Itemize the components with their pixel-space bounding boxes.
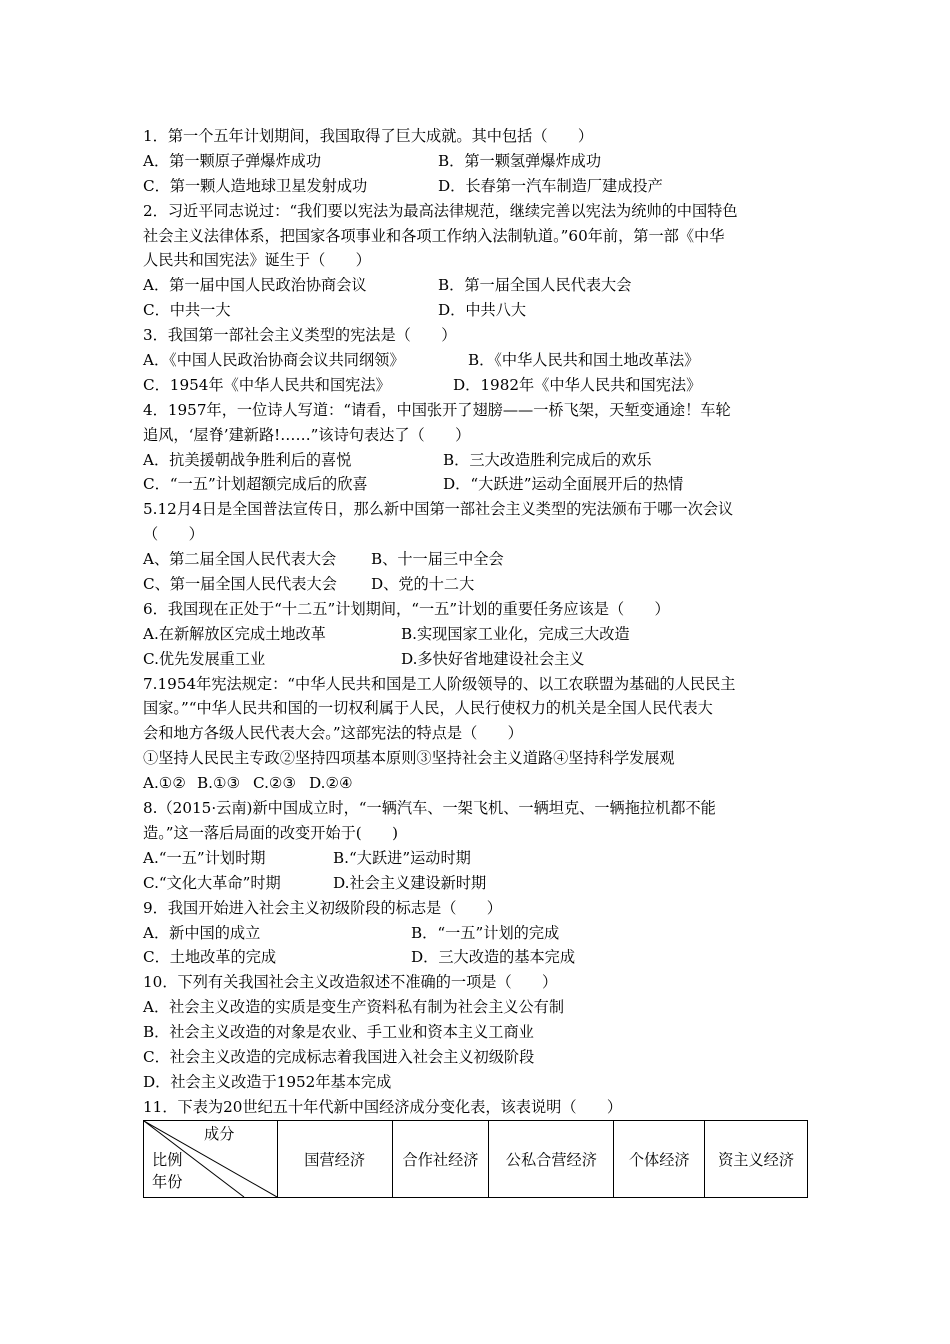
q2-stem-line1: 2．习近平同志说过：“我们要以宪法为最高法律规范，继续完善以宪法为统帅的中国特色 [143, 201, 738, 220]
q5-option-d: D、党的十二大 [371, 575, 475, 594]
q2-option-a: A．第一届中国人民政治协商会议 [143, 276, 367, 295]
question-list [143, 124, 813, 1120]
q7-stem-line4: ①坚持人民民主专政②坚持四项基本原则③坚持社会主义道路④坚持科学发展观 [143, 749, 675, 768]
diag-label-component: 成分 [204, 1125, 235, 1143]
q2-stem-line2: 社会主义法律体系，把国家各项事业和各项工作纳入法制轨道。”60年前，第一部《中华 [143, 226, 725, 245]
q2-options-row2 [143, 298, 813, 323]
q9-options-row2 [143, 945, 813, 970]
q10-option-d: D．社会主义改造于1952年基本完成 [143, 1072, 392, 1091]
q3-options-row2 [143, 373, 813, 398]
q6-stem: 6．我国现在正处于“十二五”计划期间，“一五”计划的重要任务应该是（ ） [143, 599, 670, 618]
q1-option-a: A．第一颗原子弹爆炸成功 [143, 151, 322, 170]
q6-option-b: B.实现国家工业化，完成三大改造 [401, 624, 630, 643]
q6-options-row2 [143, 647, 813, 672]
q5-stem-line2: （ ） [143, 525, 204, 544]
header-cooperative-economy: 合作社经济 [392, 1121, 489, 1198]
q2-options-row1 [143, 273, 813, 298]
q7-stem-line3: 会和地方各级人民代表大会。”这部宪法的特点是（ ） [143, 724, 523, 743]
table-header-row [144, 1121, 808, 1198]
q10-stem: 10．下列有关我国社会主义改造叙述不准确的一项是（ ） [143, 973, 558, 992]
header-joint-economy: 公私合营经济 [489, 1121, 614, 1198]
q1-option-c: C．第一颗人造地球卫星发射成功 [143, 176, 368, 195]
q8-options-row2 [143, 871, 813, 896]
q3-options-row1 [143, 348, 813, 373]
q8-option-b: B.“大跃进”运动时期 [333, 848, 471, 867]
q9-option-a: A．新中国的成立 [143, 923, 261, 942]
header-individual-economy: 个体经济 [614, 1121, 705, 1198]
q9-option-c: C．土地改革的完成 [143, 948, 277, 967]
q5-options-row1 [143, 547, 813, 572]
header-capitalist-economy: 资主义经济 [705, 1121, 808, 1198]
q9-stem: 9．我国开始进入社会主义初级阶段的标志是（ ） [143, 898, 502, 917]
economy-table [143, 1120, 808, 1198]
q4-options-row2 [143, 472, 813, 497]
q2-option-d: D．中共八大 [438, 301, 527, 320]
q5-option-b: B、十一届三中全会 [371, 550, 504, 569]
q11-stem: 11．下表为20世纪五十年代新中国经济成分变化表，该表说明（ ） [143, 1097, 623, 1116]
header-state-economy: 国营经济 [277, 1121, 392, 1198]
q4-option-a: A．抗美援朝战争胜利后的喜悦 [143, 450, 352, 469]
q4-stem-line2: 追风，‘屋脊’建新路!……”该诗句表达了（ ） [143, 425, 471, 444]
q5-options-row2 [143, 572, 813, 597]
q5-option-c: C、第一届全国人民代表大会 [143, 575, 337, 594]
q3-stem: 3．我国第一部社会主义类型的宪法是（ ） [143, 326, 457, 345]
q3-option-c: C．1954年《中华人民共和国宪法》 [143, 375, 391, 394]
q4-option-b: B．三大改造胜利完成后的欢乐 [443, 450, 652, 469]
q7-options-row [143, 771, 813, 796]
q3-option-d: D．1982年《中华人民共和国宪法》 [453, 375, 702, 394]
q10-option-a: A．社会主义改造的实质是变生产资料私有制为社会主义公有制 [143, 998, 565, 1017]
q1-options-row1 [143, 149, 813, 174]
q3-option-b: B．《中华人民共和国土地改革法》 [468, 351, 700, 370]
q9-option-b: B．“一五”计划的完成 [411, 923, 560, 942]
q4-option-d: D．“大跃进”运动全面展开后的热情 [443, 475, 684, 494]
diagonal-header-cell [144, 1121, 278, 1198]
q10-option-b: B．社会主义改造的对象是农业、手工业和资本主义工商业 [143, 1023, 534, 1042]
q8-stem-line1: 8.（2015·云南)新中国成立时，“一辆汽车、一架飞机、一辆坦克、一辆拖拉机都不能 [143, 799, 716, 818]
q6-option-a: A.在新解放区完成土地改革 [143, 624, 326, 643]
q7-option-c: C.②③ [253, 774, 297, 793]
q6-option-d: D.多快好省地建设社会主义 [401, 649, 585, 668]
q7-option-a: A.①② [143, 774, 187, 793]
q3-option-a: A．《中国人民政治协商会议共同纲领》 [143, 351, 405, 370]
q9-options-row1 [143, 921, 813, 946]
q8-option-a: A.“一五”计划时期 [143, 848, 266, 867]
q8-options-row1 [143, 846, 813, 871]
q7-stem-line1: 7.1954年宪法规定：“中华人民共和国是工人阶级领导的、以工农联盟为基础的人民民主 [143, 674, 736, 693]
q8-stem-line2: 造。”这一落后局面的改变开始于( ) [143, 823, 399, 842]
q7-stem-line2: 国家。”“中华人民共和国的一切权利属于人民，人民行使权力的机关是全国人民代表大 [143, 699, 713, 718]
q1-option-b: B．第一颗氢弹爆炸成功 [438, 151, 602, 170]
q1-stem: 1．第一个五年计划期间，我国取得了巨大成就。其中包括（ ） [143, 127, 594, 145]
q4-option-c: C．“一五”计划超额完成后的欣喜 [143, 475, 368, 494]
q1-option-d: D．长春第一汽车制造厂建成投产 [438, 176, 663, 195]
q5-option-a: A、第二届全国人民代表大会 [143, 550, 337, 569]
q9-option-d: D．三大改造的基本完成 [411, 948, 576, 967]
q10-option-c: C．社会主义改造的完成标志着我国进入社会主义初级阶段 [143, 1047, 535, 1066]
q4-options-row1 [143, 448, 813, 473]
q7-option-b: B.①③ [197, 774, 241, 793]
q7-option-d: D.②④ [309, 774, 353, 793]
q2-stem-line3: 人民共和国宪法》诞生于（ ） [143, 251, 371, 270]
q4-stem-line1: 4．1957年，一位诗人写道：“请看，中国张开了翅膀——一桥飞架，天堑变通途！车轮 [143, 400, 731, 419]
q8-option-c: C.“文化大革命”时期 [143, 873, 281, 892]
q2-option-c: C．中共一大 [143, 301, 231, 320]
q6-option-c: C.优先发展重工业 [143, 649, 266, 668]
q8-option-d: D.社会主义建设新时期 [333, 873, 487, 892]
diag-label-ratio: 比例 [152, 1151, 183, 1169]
q5-stem-line1: 5.12月4日是全国普法宣传日，那么新中国第一部社会主义类型的宪法颁布于哪一次会议 [143, 500, 734, 519]
q1-options-row2 [143, 174, 813, 199]
diag-label-year: 年份 [152, 1173, 183, 1191]
q2-option-b: B．第一届全国人民代表大会 [438, 276, 632, 295]
q6-options-row1 [143, 622, 813, 647]
